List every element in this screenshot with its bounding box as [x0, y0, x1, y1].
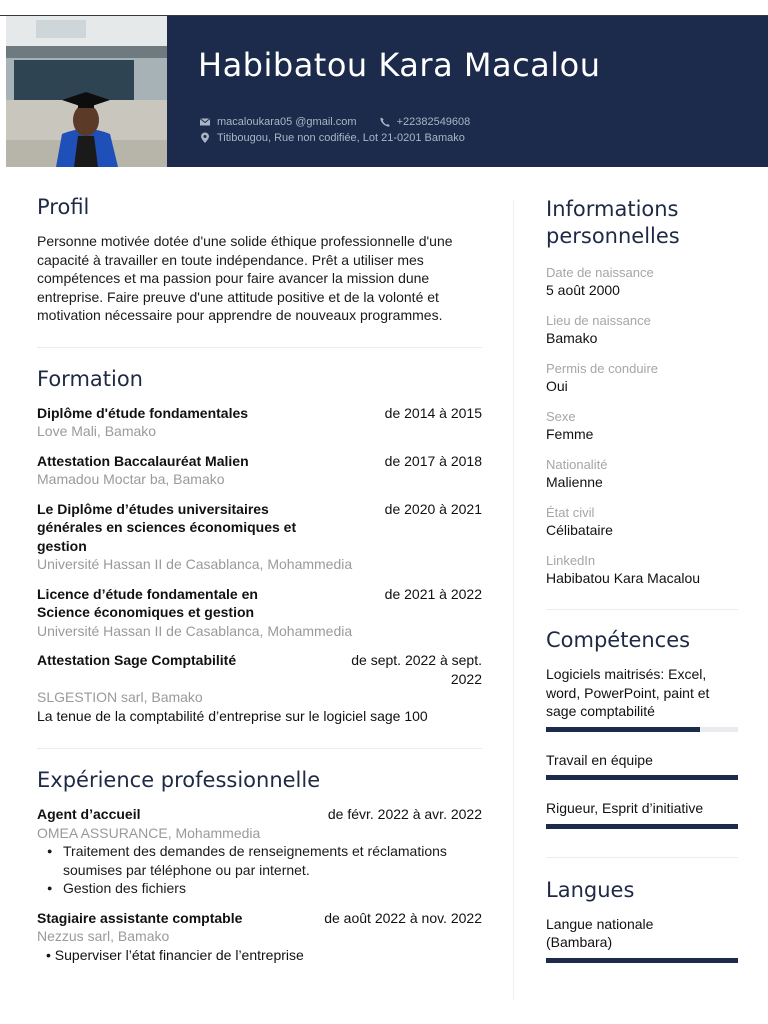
- experience-place: Nezzus sarl, Bamako: [37, 928, 170, 944]
- section-title-experience: Expérience professionnelle: [37, 768, 321, 792]
- email-icon: [199, 116, 211, 128]
- email-text[interactable]: macaloukara05 @gmail.com: [217, 116, 357, 128]
- experience-date: de févr. 2022 à avr. 2022: [327, 806, 482, 822]
- experience-item: [37, 805, 482, 898]
- formation-place: SLGESTION sarl, Bamako: [37, 689, 203, 705]
- profile-photo: [6, 16, 167, 167]
- formation-title: Licence d’étude fondamentale en Science économiques et gestion: [37, 585, 258, 620]
- skill-bar: [546, 775, 738, 780]
- section-title-profile: Profil: [37, 195, 90, 219]
- formation-title: Attestation Sage Comptabilité: [37, 652, 237, 668]
- formation-date: de 2021 à 2022: [384, 585, 482, 602]
- skill-bar: [546, 727, 738, 732]
- formation-item: [37, 500, 482, 574]
- formation-title: Le Diplôme d’études universitaires générales en sciences économiques et gestion: [37, 500, 297, 554]
- column-divider: [513, 200, 514, 1000]
- main-column: [37, 195, 482, 964]
- experience-bullets: [37, 842, 482, 898]
- divider: [546, 609, 738, 610]
- skill-bar: [546, 824, 738, 829]
- skill-bar-fill: [546, 727, 700, 732]
- info-label: État civil: [546, 505, 595, 520]
- info-label: Permis de conduire: [546, 361, 658, 376]
- info-field: [546, 264, 738, 299]
- language-label: Langue nationale (Bambara): [546, 915, 654, 950]
- skill-bar-fill: [546, 824, 738, 829]
- info-label: Nationalité: [546, 457, 608, 472]
- side-column: [546, 195, 738, 963]
- divider: [546, 857, 738, 858]
- contact-line-1: [199, 116, 470, 128]
- info-field: [546, 408, 738, 443]
- divider: [37, 347, 482, 348]
- skill-label: Logiciels maitrisés: Excel, word, PowerPoint, paint et sage comptabilité: [546, 666, 710, 719]
- skill-item: [546, 799, 738, 829]
- section-title-personal: Informations personnelles: [546, 197, 680, 248]
- header-banner: [6, 16, 768, 167]
- section-title-skills: Compétences: [546, 628, 691, 652]
- formation-item: [37, 585, 482, 641]
- skill-bar-fill: [546, 775, 738, 780]
- top-border: [0, 0, 768, 16]
- skill-label: Rigueur, Esprit d’initiative: [546, 800, 704, 816]
- experience-date: de août 2022 à nov. 2022: [324, 909, 482, 926]
- info-value: Célibataire: [546, 522, 613, 538]
- formation-date: de sept. 2022 à sept. 2022: [351, 652, 482, 687]
- contact-line-2: [199, 132, 465, 144]
- language-item: [546, 915, 738, 963]
- bullet-item: ● Traitement des demandes de renseignements et réclamations soumises par téléphone ou par internet.: [63, 842, 482, 879]
- info-field: [546, 504, 738, 539]
- formation-place: Université Hassan II de Casablanca, Mohammedia: [37, 622, 353, 639]
- info-value[interactable]: Habibatou Kara Macalou: [546, 570, 701, 586]
- location-pin-icon: [199, 132, 211, 144]
- formation-place: Université Hassan II de Casablanca, Mohammedia: [37, 556, 353, 572]
- experience-place: OMEA ASSURANCE, Mohammedia: [37, 824, 261, 841]
- info-label: Sexe: [546, 409, 576, 424]
- info-label: Lieu de naissance: [546, 313, 651, 328]
- section-title-languages: Langues: [546, 877, 635, 902]
- skill-label: Travail en équipe: [546, 751, 653, 768]
- info-field: [546, 456, 738, 491]
- info-value: Malienne: [546, 474, 603, 490]
- phone-text[interactable]: +22382549608: [396, 116, 471, 128]
- divider: [37, 748, 482, 749]
- language-bar: [546, 958, 738, 963]
- formation-date: de 2017 à 2018: [384, 452, 482, 469]
- formation-date: de 2020 à 2021: [384, 500, 482, 517]
- formation-place: Mamadou Moctar ba, Bamako: [37, 471, 225, 487]
- address-text: Titibougou, Rue non codifiée, Lot 21-0201 Bamako: [217, 132, 465, 144]
- formation-place: Love Mali, Bamako: [37, 423, 157, 439]
- formation-item: [37, 651, 482, 725]
- experience-item: [37, 909, 482, 965]
- info-label: Date de naissance: [546, 265, 654, 280]
- formation-title: Attestation Baccalauréat Malien: [37, 452, 249, 469]
- phone-icon: [379, 116, 391, 128]
- info-label: LinkedIn: [546, 553, 596, 568]
- formation-title: Diplôme d'étude fondamentales: [37, 404, 249, 421]
- formation-description: La tenue de la comptabilité d’entreprise sur le logiciel sage 100: [37, 707, 428, 724]
- formation-date: de 2014 à 2015: [384, 404, 482, 421]
- info-field: [546, 552, 738, 587]
- info-value: Oui: [546, 378, 568, 394]
- experience-title: Agent d’accueil: [37, 806, 141, 822]
- profile-text: Personne motivée dotée d'une solide éthique professionnelle d'une capacité à travailler en toute indépendance. Prêt a utiliser mes compétences et ma passion pour faire avancer la mission dune entreprise. Faire preuve d'une attitude positive et de la volonté et motivation nécessaire pour apprendre de nouveaux programmes.: [37, 233, 453, 323]
- experience-line: • Superviser l’état financier de l’entreprise: [46, 946, 304, 963]
- info-value: 5 août 2000: [546, 282, 620, 298]
- skill-item: [546, 751, 738, 781]
- info-field: [546, 312, 738, 347]
- skill-item: [546, 665, 738, 732]
- info-value: Femme: [546, 426, 594, 442]
- bullet-item: ● Gestion des fichiers: [63, 879, 482, 898]
- formation-item: [37, 452, 482, 489]
- info-field: [546, 360, 738, 395]
- experience-title: Stagiaire assistante comptable: [37, 909, 243, 926]
- formation-item: [37, 404, 482, 441]
- candidate-name: Habibatou Kara Macalou: [198, 46, 601, 84]
- section-title-formation: Formation: [37, 366, 143, 391]
- language-bar-fill: [546, 958, 738, 963]
- info-value: Bamako: [546, 330, 598, 346]
